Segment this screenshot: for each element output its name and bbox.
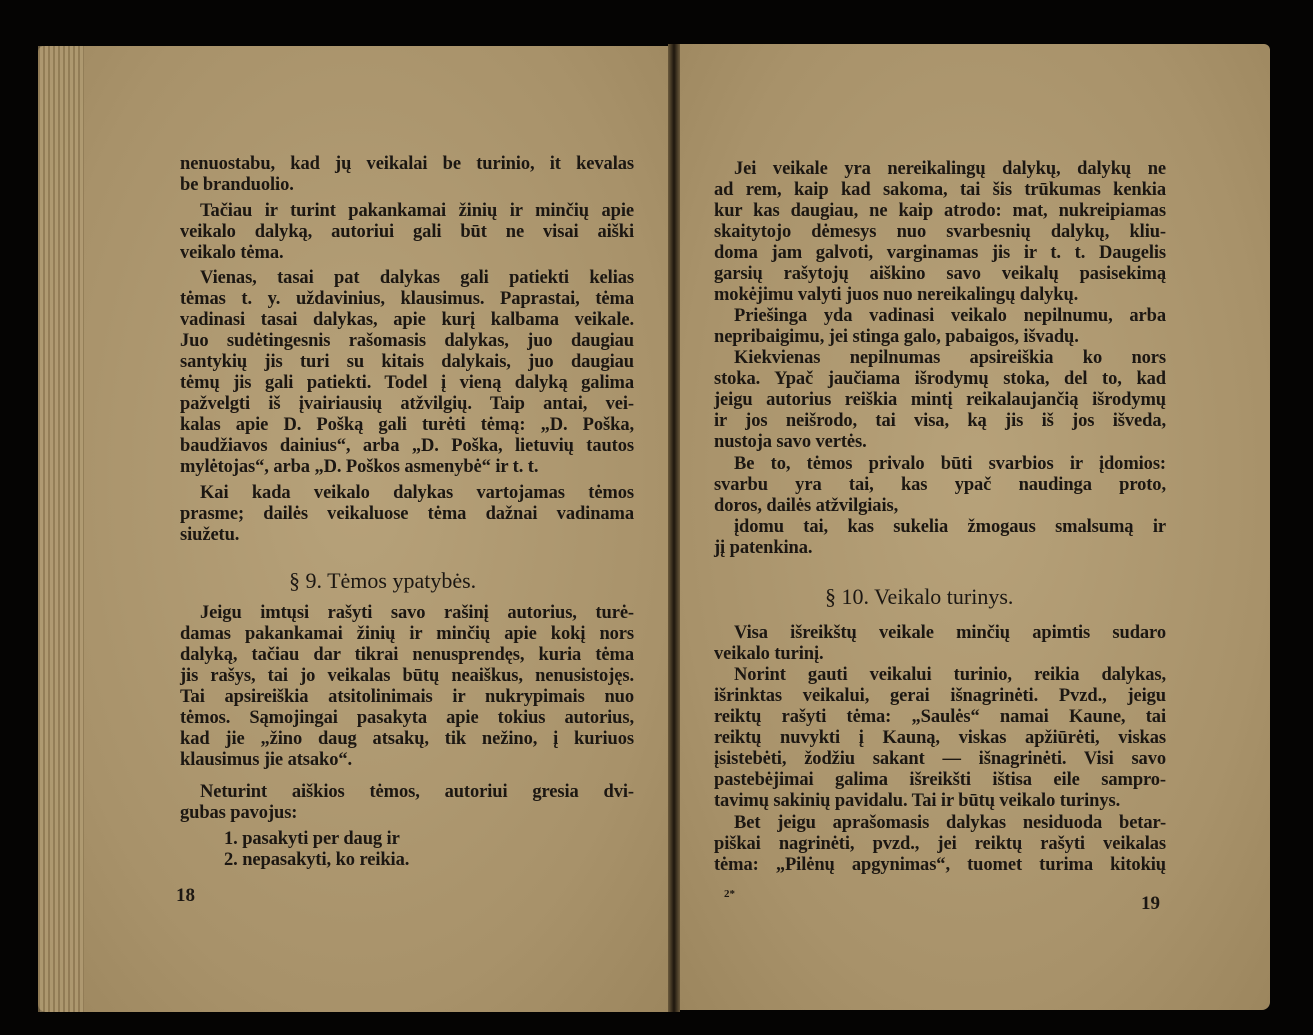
text-line: mokėjimu valyti juos nuo nereikalingų dalykų.	[714, 285, 1079, 305]
text-line: tėma: „Pilėnų apgynimas“, tuomet turima kitokių	[714, 855, 1166, 875]
text-line: tėmas t. y. uždavinius, klausimus. Paprastai, tėma	[180, 289, 634, 309]
text-line: Norint gauti veikalui turinio, reikia dalykas,	[734, 665, 1166, 685]
text-line: Visa išreikštų veikale minčių apimtis sudaro	[734, 623, 1166, 643]
paragraph	[180, 782, 634, 824]
text-line: doma jam galvoti, varginamas jis ir t. t. Daugelis	[714, 243, 1166, 263]
list-item: 1. pasakyti per daug ir	[224, 829, 400, 849]
text-line: damas pakankamai žinių ir minčių apie kokį nors	[180, 624, 634, 644]
paragraph	[180, 268, 634, 478]
text-line: reiktų nuvykti į Kauną, viskas apžiūrėti, viskas	[714, 728, 1166, 748]
paragraph	[180, 154, 634, 196]
paragraph	[180, 603, 634, 771]
signature-mark: 2*	[724, 888, 735, 900]
text-line: nepribaigimu, jei stinga galo, pabaigos, išvadų.	[714, 327, 1079, 347]
text-line: kur kas daugiau, ne kaip atrodo: mat, nukreipiamas	[714, 201, 1166, 221]
text-line: prasme; dailės veikaluose tėma dažnai vadinama	[180, 504, 634, 524]
text-line: skaitytojo dėmesys nuo svarbesnių dalykų, kliu-	[714, 222, 1166, 242]
text-line: veikalo dalyką, autoriui gali būt ne visai aiški	[180, 222, 634, 242]
text-line: mylėtojas“, arba „D. Poškos asmenybė“ ir t. t.	[180, 457, 539, 477]
list-item: 2. nepasakyti, ko reikia.	[224, 850, 410, 870]
text-line: Jei veikale yra nereikalingų dalykų, dalykų ne	[734, 159, 1166, 179]
text-line: tėmos. Sąmojingai pasakyta apie tokius autorius,	[180, 708, 634, 728]
paragraph	[714, 348, 1166, 453]
text-line: Juo sudėtingesnis rašomasis dalykas, juo daugiau	[180, 331, 634, 351]
text-line: vadinasi tasai dalykas, apie kurį kalbama veikale.	[180, 310, 634, 330]
paragraph	[180, 483, 634, 546]
text-line: įdomu tai, kas sukelia žmogaus smalsumą ir	[734, 517, 1166, 537]
text-line: pastebėjimai galima išreikšti ištisa eile sampro-	[714, 770, 1166, 790]
text-line: nustoja savo vertės.	[714, 432, 867, 452]
text-line: piškai nagrinėti, pvzd., jei reiktų rašyti veikalas	[714, 834, 1166, 854]
text-line: svarbu yra tai, kas ypač naudinga proto,	[714, 475, 1166, 495]
paragraph	[714, 454, 1166, 517]
text-line: tėmų jis gali patiekti. Todel į vieną dalyką galima	[180, 373, 634, 393]
text-line: siužetu.	[180, 525, 240, 545]
text-line: veikalo tėma.	[180, 243, 284, 263]
text-line: doros, dailės atžvilgiais,	[714, 496, 899, 516]
text-line: veikalo turinį.	[714, 644, 824, 664]
book-spine	[668, 44, 680, 1012]
paragraph	[714, 159, 1166, 306]
paragraph	[714, 813, 1166, 876]
text-line: išrinktas veikalui, gerai išnagrinėti. Pvzd., jeigu	[714, 686, 1166, 706]
page-edges	[38, 46, 84, 1012]
text-line: Neturint aiškios tėmos, autoriui gresia dvi-	[200, 782, 634, 802]
paragraph	[714, 306, 1166, 348]
text-line: kad jie „žino daug atsakų, tik nežino, į kuriuos	[180, 729, 634, 749]
text-line: ad rem, kaip kad sakoma, tai šis trūkumas kenkia	[714, 180, 1166, 200]
text-line: dalyką, tačiau dar tikrai nenusprendęs, kuria tėma	[180, 645, 634, 665]
text-line: reiktų rašyti tėma: „Saulės“ namai Kaune, tai	[714, 707, 1166, 727]
text-line: įsistebėti, žodžiu sakant — išnagrinėti. Visi savo	[714, 749, 1166, 769]
text-line: nenuostabu, kad jų veikalai be turinio, it kevalas	[180, 154, 634, 174]
text-line: Be to, tėmos privalo būti svarbios ir įdomios:	[734, 454, 1166, 474]
paragraph	[180, 201, 634, 264]
text-line: Kai kada veikalo dalykas vartojamas tėmos	[200, 483, 634, 503]
text-line: pažvelgti iš įvairiausių atžvilgių. Taip antai, vei-	[180, 394, 634, 414]
text-line: Vienas, tasai pat dalykas gali patiekti kelias	[200, 268, 634, 288]
paragraph	[714, 665, 1166, 812]
section-heading-9: § 9. Tėmos ypatybės.	[289, 568, 477, 593]
text-line: jis rašys, tai jo veikalas būtų neaiškus, nenusistojęs.	[180, 666, 634, 686]
text-line: gubas pavojus:	[180, 803, 298, 823]
paragraph	[714, 623, 1166, 665]
text-line: be branduolio.	[180, 175, 294, 195]
text-line: Priešinga yda vadinasi veikalo nepilnumu, arba	[734, 306, 1166, 326]
text-line: stoka. Ypač jaučiama išrodymų stoka, del to, kad	[714, 369, 1166, 389]
text-line: santykių jis turi su kitais dalykais, juo daugiau	[180, 352, 634, 372]
page-number-right: 19	[1141, 893, 1160, 914]
page-number-left: 18	[176, 885, 195, 906]
text-line: ir jos neišrodo, tai visa, ką jis iš jos išveda,	[714, 411, 1166, 431]
text-line: Bet jeigu aprašomasis dalykas nesiduoda betar-	[734, 813, 1166, 833]
text-line: klausimus jie atsako“.	[180, 750, 353, 770]
text-line: Jeigu imtųsi rašyti savo rašinį autorius, turė-	[200, 603, 634, 623]
text-line: kalas apie D. Pošką gali turėti tėmą: „D. Poška,	[180, 415, 634, 435]
text-line: Tačiau ir turint pakankamai žinių ir minčių apie	[200, 201, 634, 221]
section-heading-10: § 10. Veikalo turinys.	[825, 584, 1014, 609]
paragraph	[714, 517, 1166, 559]
text-line: jeigu autorius reiškia mintį reikalaujančią išrodymų	[714, 390, 1166, 410]
text-line: Tai apsireiškia atsitolinimais ir nukrypimais nuo	[180, 687, 634, 707]
numbered-list	[224, 829, 409, 871]
text-line: tavimų sakinių pavidalu. Tai ir būtų veikalo turinys.	[714, 791, 1121, 811]
text-line: garsių rašytojų aiškino savo veikalų pasisekimą	[714, 264, 1166, 284]
text-line: Kiekvienas nepilnumas apsireiškia ko nors	[734, 348, 1166, 368]
text-line: jį patenkina.	[714, 538, 813, 558]
text-line: baudžiavos dainius“, arba „D. Poška, lietuvių tautos	[180, 436, 634, 456]
